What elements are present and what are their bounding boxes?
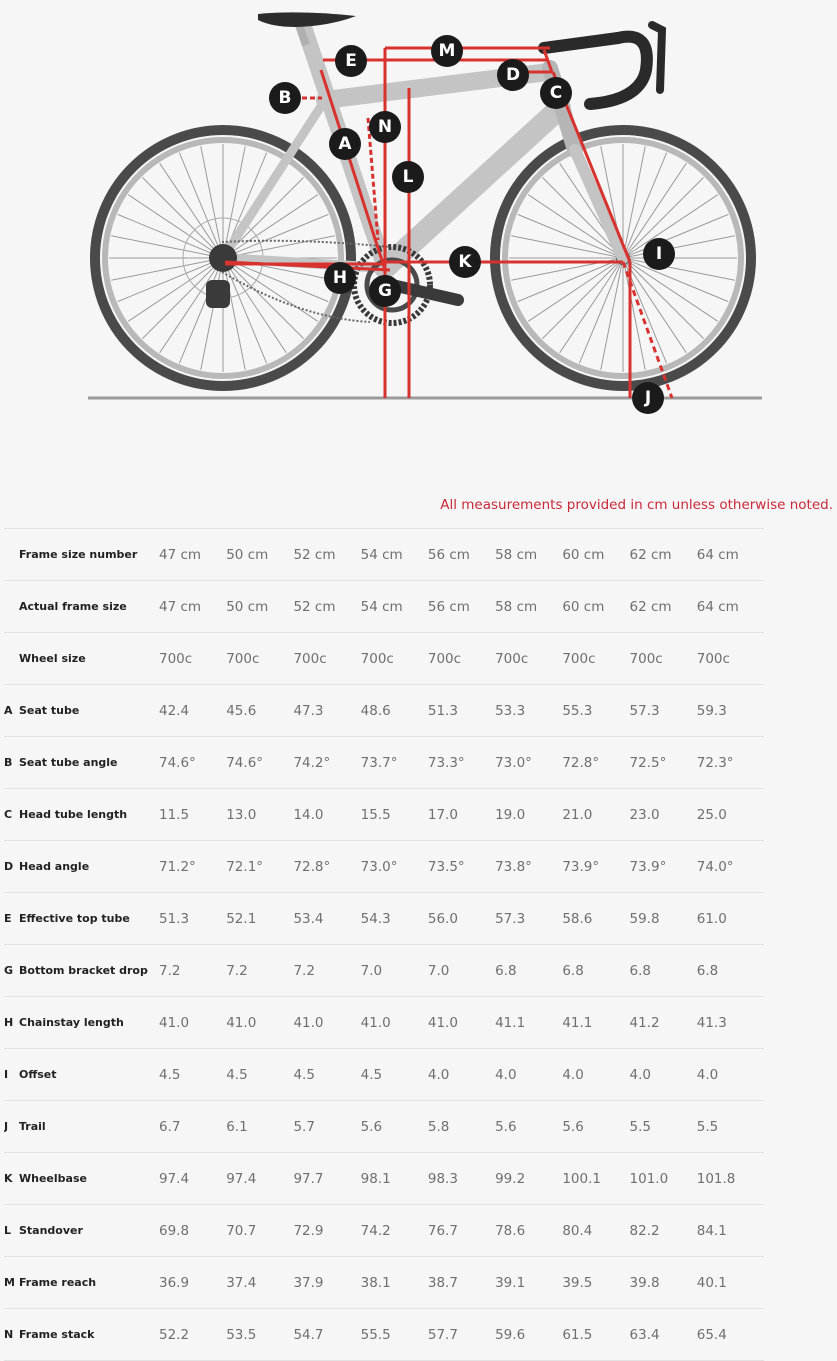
table-row bbox=[4, 945, 764, 997]
table-cell: 54.3 bbox=[361, 893, 428, 945]
svg-text:J: J bbox=[644, 388, 652, 408]
row-letter: L bbox=[4, 1205, 19, 1257]
table-cell: 74.6° bbox=[159, 737, 226, 789]
table-cell: 64 cm bbox=[697, 581, 764, 633]
bike-geometry-diagram bbox=[0, 0, 837, 430]
table-cell: 39.8 bbox=[630, 1257, 697, 1309]
table-cell: 101.8 bbox=[697, 1153, 764, 1205]
table-row bbox=[4, 1153, 764, 1205]
table-cell: 52 cm bbox=[293, 529, 360, 581]
table-cell: 19.0 bbox=[495, 789, 562, 841]
table-cell: 98.1 bbox=[361, 1153, 428, 1205]
spoke bbox=[542, 258, 623, 339]
table-cell: 76.7 bbox=[428, 1205, 495, 1257]
table-cell: 7.2 bbox=[226, 945, 293, 997]
marker-a bbox=[329, 128, 361, 160]
table-cell: 4.5 bbox=[159, 1049, 226, 1101]
table-cell: 55.5 bbox=[361, 1309, 428, 1361]
table-cell: 17.0 bbox=[428, 789, 495, 841]
table-cell: 70.7 bbox=[226, 1205, 293, 1257]
svg-text:M: M bbox=[438, 41, 456, 61]
table-cell: 4.0 bbox=[630, 1049, 697, 1101]
table-cell: 72.5° bbox=[630, 737, 697, 789]
row-label: Seat tube bbox=[19, 685, 159, 737]
table-cell: 59.6 bbox=[495, 1309, 562, 1361]
table-cell: 700c bbox=[428, 633, 495, 685]
table-cell: 62 cm bbox=[630, 581, 697, 633]
table-cell: 4.5 bbox=[293, 1049, 360, 1101]
table-cell: 50 cm bbox=[226, 529, 293, 581]
table-cell: 47 cm bbox=[159, 529, 226, 581]
table-cell: 4.0 bbox=[697, 1049, 764, 1101]
table-row bbox=[4, 1309, 764, 1361]
table-cell: 100.1 bbox=[562, 1153, 629, 1205]
table-row bbox=[4, 633, 764, 685]
row-letter: M bbox=[4, 1257, 19, 1309]
table-row bbox=[4, 893, 764, 945]
row-letter: K bbox=[4, 1153, 19, 1205]
table-cell: 74.2 bbox=[361, 1205, 428, 1257]
row-label: Seat tube angle bbox=[19, 737, 159, 789]
table-cell: 58 cm bbox=[495, 581, 562, 633]
marker-c bbox=[540, 77, 572, 109]
svg-text:H: H bbox=[332, 268, 348, 288]
table-cell: 78.6 bbox=[495, 1205, 562, 1257]
table-row bbox=[4, 1049, 764, 1101]
table-cell: 51.3 bbox=[428, 685, 495, 737]
table-row bbox=[4, 997, 764, 1049]
svg-text:A: A bbox=[338, 134, 352, 154]
table-cell: 5.7 bbox=[293, 1101, 360, 1153]
row-label: Frame stack bbox=[19, 1309, 159, 1361]
table-cell: 59.8 bbox=[630, 893, 697, 945]
row-letter: I bbox=[4, 1049, 19, 1101]
table-cell: 99.2 bbox=[495, 1153, 562, 1205]
table-cell: 700c bbox=[159, 633, 226, 685]
table-cell: 58.6 bbox=[562, 893, 629, 945]
row-label: Effective top tube bbox=[19, 893, 159, 945]
table-cell: 6.8 bbox=[630, 945, 697, 997]
table-cell: 73.0° bbox=[495, 737, 562, 789]
table-cell: 15.5 bbox=[361, 789, 428, 841]
table-cell: 42.4 bbox=[159, 685, 226, 737]
table-cell: 4.5 bbox=[226, 1049, 293, 1101]
table-cell: 38.7 bbox=[428, 1257, 495, 1309]
svg-text:L: L bbox=[402, 167, 414, 187]
table-row bbox=[4, 1205, 764, 1257]
table-cell: 64 cm bbox=[697, 529, 764, 581]
table-cell: 41.0 bbox=[428, 997, 495, 1049]
table-cell: 4.0 bbox=[495, 1049, 562, 1101]
table-cell: 47 cm bbox=[159, 581, 226, 633]
table-cell: 60 cm bbox=[562, 529, 629, 581]
marker-i bbox=[643, 238, 675, 270]
table-cell: 72.3° bbox=[697, 737, 764, 789]
marker-k bbox=[449, 246, 481, 278]
table-cell: 65.4 bbox=[697, 1309, 764, 1361]
table-cell: 6.1 bbox=[226, 1101, 293, 1153]
table-cell: 74.2° bbox=[293, 737, 360, 789]
table-cell: 82.2 bbox=[630, 1205, 697, 1257]
svg-text:G: G bbox=[378, 281, 392, 301]
table-cell: 41.0 bbox=[159, 997, 226, 1049]
table-cell: 54 cm bbox=[361, 581, 428, 633]
table-cell: 52 cm bbox=[293, 581, 360, 633]
table-cell: 51.3 bbox=[159, 893, 226, 945]
table-cell: 41.1 bbox=[562, 997, 629, 1049]
row-letter: A bbox=[4, 685, 19, 737]
row-label: Wheel size bbox=[19, 633, 159, 685]
table-cell: 69.8 bbox=[159, 1205, 226, 1257]
table-cell: 41.2 bbox=[630, 997, 697, 1049]
table-cell: 6.8 bbox=[562, 945, 629, 997]
marker-n bbox=[369, 111, 401, 143]
table-cell: 72.8° bbox=[562, 737, 629, 789]
spoke bbox=[223, 258, 304, 339]
table-row bbox=[4, 841, 764, 893]
table-cell: 700c bbox=[226, 633, 293, 685]
table-cell: 5.8 bbox=[428, 1101, 495, 1153]
table-row bbox=[4, 529, 764, 581]
table-cell: 700c bbox=[697, 633, 764, 685]
table-cell: 41.0 bbox=[361, 997, 428, 1049]
svg-text:K: K bbox=[458, 252, 472, 272]
table-cell: 13.0 bbox=[226, 789, 293, 841]
table-cell: 73.9° bbox=[562, 841, 629, 893]
svg-text:B: B bbox=[278, 88, 292, 108]
table-row bbox=[4, 685, 764, 737]
table-cell: 700c bbox=[562, 633, 629, 685]
table-cell: 59.3 bbox=[697, 685, 764, 737]
table-cell: 60 cm bbox=[562, 581, 629, 633]
table-cell: 37.9 bbox=[293, 1257, 360, 1309]
table-cell: 84.1 bbox=[697, 1205, 764, 1257]
table-cell: 52.1 bbox=[226, 893, 293, 945]
marker-g bbox=[369, 275, 401, 307]
table-cell: 5.6 bbox=[495, 1101, 562, 1153]
row-label: Frame size number bbox=[19, 529, 159, 581]
row-letter bbox=[4, 633, 19, 685]
table-cell: 73.7° bbox=[361, 737, 428, 789]
marker-m bbox=[431, 35, 463, 67]
row-label: Chainstay length bbox=[19, 997, 159, 1049]
table-cell: 73.8° bbox=[495, 841, 562, 893]
spoke bbox=[142, 177, 223, 258]
table-cell: 50 cm bbox=[226, 581, 293, 633]
table-cell: 98.3 bbox=[428, 1153, 495, 1205]
row-letter: H bbox=[4, 997, 19, 1049]
table-cell: 55.3 bbox=[562, 685, 629, 737]
table-cell: 48.6 bbox=[361, 685, 428, 737]
table-cell: 72.8° bbox=[293, 841, 360, 893]
row-letter: J bbox=[4, 1101, 19, 1153]
table-cell: 97.4 bbox=[159, 1153, 226, 1205]
table-cell: 11.5 bbox=[159, 789, 226, 841]
table-cell: 62 cm bbox=[630, 529, 697, 581]
table-cell: 700c bbox=[361, 633, 428, 685]
table-cell: 6.8 bbox=[495, 945, 562, 997]
table-cell: 6.7 bbox=[159, 1101, 226, 1153]
row-label: Wheelbase bbox=[19, 1153, 159, 1205]
table-cell: 73.3° bbox=[428, 737, 495, 789]
table-cell: 101.0 bbox=[630, 1153, 697, 1205]
spoke bbox=[623, 258, 704, 339]
table-cell: 57.3 bbox=[495, 893, 562, 945]
table-cell: 700c bbox=[495, 633, 562, 685]
table-row bbox=[4, 789, 764, 841]
table-cell: 61.0 bbox=[697, 893, 764, 945]
row-letter: D bbox=[4, 841, 19, 893]
svg-text:N: N bbox=[377, 117, 393, 137]
table-cell: 7.0 bbox=[428, 945, 495, 997]
svg-text:E: E bbox=[345, 51, 357, 71]
table-cell: 4.5 bbox=[361, 1049, 428, 1101]
row-label: Standover bbox=[19, 1205, 159, 1257]
table-cell: 56.0 bbox=[428, 893, 495, 945]
table-cell: 21.0 bbox=[562, 789, 629, 841]
table-cell: 7.2 bbox=[293, 945, 360, 997]
table-cell: 97.7 bbox=[293, 1153, 360, 1205]
table-cell: 6.8 bbox=[697, 945, 764, 997]
table-cell: 700c bbox=[293, 633, 360, 685]
table-row bbox=[4, 1257, 764, 1309]
table-cell: 72.1° bbox=[226, 841, 293, 893]
row-label: Trail bbox=[19, 1101, 159, 1153]
table-cell: 97.4 bbox=[226, 1153, 293, 1205]
table-cell: 58 cm bbox=[495, 529, 562, 581]
table-cell: 41.1 bbox=[495, 997, 562, 1049]
table-cell: 56 cm bbox=[428, 581, 495, 633]
geometry-table bbox=[4, 528, 764, 1361]
row-letter: N bbox=[4, 1309, 19, 1361]
table-row bbox=[4, 737, 764, 789]
table-cell: 57.7 bbox=[428, 1309, 495, 1361]
table-cell: 36.9 bbox=[159, 1257, 226, 1309]
table-cell: 5.6 bbox=[361, 1101, 428, 1153]
row-letter: E bbox=[4, 893, 19, 945]
table-cell: 54 cm bbox=[361, 529, 428, 581]
table-cell: 39.1 bbox=[495, 1257, 562, 1309]
table-cell: 80.4 bbox=[562, 1205, 629, 1257]
table-cell: 74.0° bbox=[697, 841, 764, 893]
row-label: Offset bbox=[19, 1049, 159, 1101]
row-letter: B bbox=[4, 737, 19, 789]
row-label: Head tube length bbox=[19, 789, 159, 841]
table-cell: 5.6 bbox=[562, 1101, 629, 1153]
marker-l bbox=[392, 161, 424, 193]
table-cell: 37.4 bbox=[226, 1257, 293, 1309]
marker-h bbox=[324, 262, 356, 294]
table-cell: 41.3 bbox=[697, 997, 764, 1049]
table-cell: 40.1 bbox=[697, 1257, 764, 1309]
svg-text:C: C bbox=[549, 83, 563, 103]
row-label: Actual frame size bbox=[19, 581, 159, 633]
table-cell: 39.5 bbox=[562, 1257, 629, 1309]
table-cell: 7.0 bbox=[361, 945, 428, 997]
table-cell: 4.0 bbox=[428, 1049, 495, 1101]
table-cell: 53.3 bbox=[495, 685, 562, 737]
table-cell: 74.6° bbox=[226, 737, 293, 789]
row-letter: G bbox=[4, 945, 19, 997]
table-cell: 54.7 bbox=[293, 1309, 360, 1361]
row-label: Head angle bbox=[19, 841, 159, 893]
marker-b bbox=[269, 82, 301, 114]
marker-j bbox=[632, 382, 664, 414]
table-cell: 14.0 bbox=[293, 789, 360, 841]
table-row bbox=[4, 581, 764, 633]
table-row bbox=[4, 1101, 764, 1153]
row-label: Bottom bracket drop bbox=[19, 945, 159, 997]
marker-d bbox=[497, 59, 529, 91]
measurement-note: All measurements provided in cm unless otherwise noted. bbox=[440, 497, 833, 513]
table-cell: 5.5 bbox=[630, 1101, 697, 1153]
table-cell: 5.5 bbox=[697, 1101, 764, 1153]
row-letter: C bbox=[4, 789, 19, 841]
table-cell: 7.2 bbox=[159, 945, 226, 997]
table-cell: 53.4 bbox=[293, 893, 360, 945]
table-cell: 41.0 bbox=[226, 997, 293, 1049]
table-cell: 61.5 bbox=[562, 1309, 629, 1361]
table-cell: 57.3 bbox=[630, 685, 697, 737]
table-cell: 63.4 bbox=[630, 1309, 697, 1361]
svg-text:I: I bbox=[655, 244, 663, 264]
table-cell: 53.5 bbox=[226, 1309, 293, 1361]
table-cell: 73.5° bbox=[428, 841, 495, 893]
table-cell: 4.0 bbox=[562, 1049, 629, 1101]
table-cell: 45.6 bbox=[226, 685, 293, 737]
row-letter bbox=[4, 529, 19, 581]
table-cell: 52.2 bbox=[159, 1309, 226, 1361]
table-cell: 56 cm bbox=[428, 529, 495, 581]
table-cell: 71.2° bbox=[159, 841, 226, 893]
table-cell: 47.3 bbox=[293, 685, 360, 737]
table-cell: 41.0 bbox=[293, 997, 360, 1049]
table-cell: 72.9 bbox=[293, 1205, 360, 1257]
table-cell: 25.0 bbox=[697, 789, 764, 841]
marker-e bbox=[335, 45, 367, 77]
row-letter bbox=[4, 581, 19, 633]
table-cell: 73.0° bbox=[361, 841, 428, 893]
table-cell: 73.9° bbox=[630, 841, 697, 893]
table-cell: 38.1 bbox=[361, 1257, 428, 1309]
table-cell: 700c bbox=[630, 633, 697, 685]
svg-text:D: D bbox=[505, 65, 521, 85]
row-label: Frame reach bbox=[19, 1257, 159, 1309]
table-cell: 23.0 bbox=[630, 789, 697, 841]
